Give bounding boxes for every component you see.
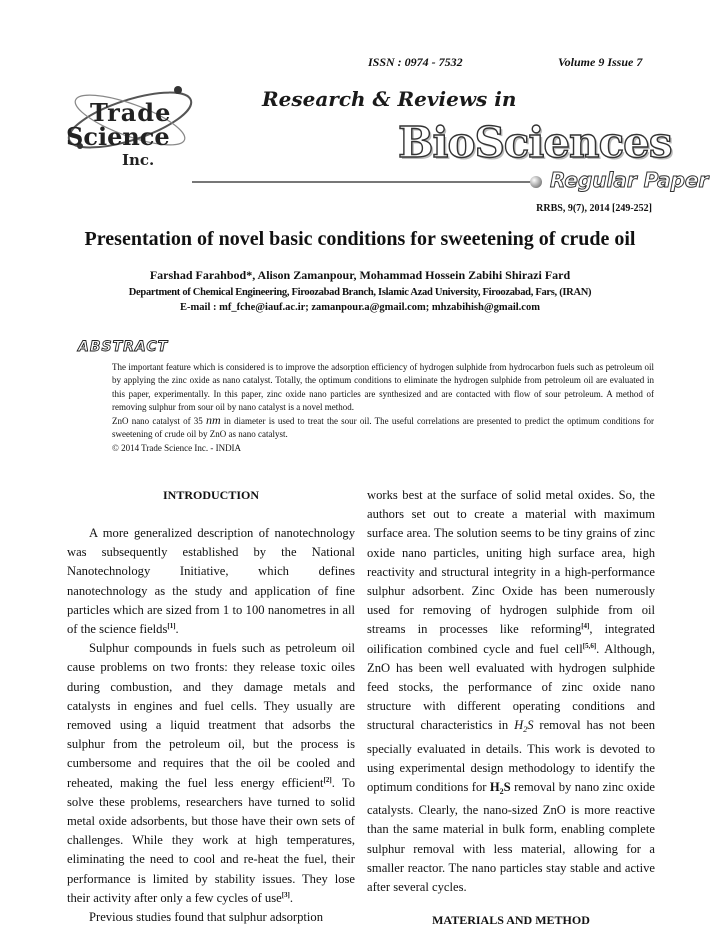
abstract-text-2a: ZnO nano catalyst of 35: [112, 416, 203, 427]
logo-text-inc: Inc.: [122, 151, 155, 169]
intro-paragraph-3: Previous studies found that sulphur adsorption: [89, 910, 324, 925]
left-column: [67, 486, 355, 927]
logo-text-trade: Trade: [90, 98, 172, 127]
author-affiliation: Department of Chemical Engineering, Firoozabad Branch, Islamic Azad University, Firoozabad, Fars, (IRAN): [128, 287, 592, 298]
abstract-heading: ABSTRACT: [78, 339, 169, 355]
logo-text-science: Science: [66, 122, 170, 151]
divider-bullet-icon: [530, 176, 542, 188]
intro-p2a-text: Sulphur compounds in fuels such as petroleum oil cause problems on two fronts: they release toxic oiles during combustion, and they damage metals and catalysts in engines and fuel cells. They usually are removed using a liquid treatment that adsorbs the sulphur from the petroleum oil, but the process is cumbersome and requires that the oil be cooled and reheated, making the fuel less energy efficient: [67, 641, 355, 790]
journal-prefix: Research & Reviews in: [262, 87, 517, 111]
h2s-formula-bold: $H_2S$: [489, 780, 511, 797]
abstract-paragraph-2: [112, 414, 654, 442]
materials-heading: MATERIALS AND METHOD: [432, 913, 590, 928]
intro-paragraph-2: Sulphur compounds in fuels such as petroleum oil cause problems on two fronts: they release toxic oiles during combustion, and they damage metals and catalysts in engines and fuel cells. They usually are removed using a liquid treatment that adsorbs the sulphur from the petroleum oil, but the process is cumbersome and requires that the oil be cooled and reheated, making the fuel less energy efficient[2]. To solve these problems, researchers have turned to solid metal oxide adsorbents, but those have their own sets of challenges. While they work at high temperatures, eliminating the need to cool and re-heat the fuel, their performance is limited by stability issues. They lose their activity after only a few cycles of use[3].: [67, 641, 355, 905]
intro-p2b-text: . To solve these problems, researchers have turned to solid metal oxide adsorbents, but those have their own sets of challenges. While they work at high temperatures, eliminating the need to cool and re-heat the fuel, their performance is limited by stability issues. They lose their activity after only a few cycles of use: [67, 775, 355, 905]
journal-name: BioSciences: [398, 118, 672, 167]
abstract-copyright: © 2014 Trade Science Inc. - INDIA: [112, 442, 242, 453]
abstract-text-2b: in diameter is used to treat the sour oil. The useful correlations are presented to predict the optimum conditions for sweetening of crude oil by ZnO as nano catalyst.: [112, 416, 655, 440]
ref-1: [1]: [167, 621, 176, 630]
intro-r1-text: works best at the surface of solid metal oxides. So, the authors set out to create a material with maximum surface area. The solution seems to be tiny grains of zinc oxide nano particles, uniting high surface area, high reactivity and structural integrity in a high-performance sulphur adsorbent. Zinc Oxide has been numerously used for removing of hydrogen sulphide from oil streams in processes like reforming: [367, 488, 655, 637]
introduction-heading: INTRODUCTION: [162, 488, 259, 502]
header-divider: [192, 181, 532, 183]
intro-p1-text: A more generalized description of nanotechnology was subsequently established by the National Nanotechnology Initiative, which defines nanotechnology as the study and application of fine particles which are sized from 1 to 100 nanometres in all of the science fields: [67, 526, 355, 637]
right-column: [367, 486, 655, 930]
ref-5-6: [5,6]: [582, 641, 597, 650]
publisher-logo: [60, 68, 200, 178]
intro-r1b-text: , integrated oilification combined cycle and fuel cell: [367, 622, 655, 656]
unit-nm: nm: [205, 413, 221, 428]
ref-3: [3]: [281, 890, 290, 899]
author-emails: E-mail : mf_fche@iauf.ac.ir; zamanpour.a@gmail.com; mhzabihish@gmail.com: [180, 302, 540, 313]
citation-label: RRBS, 9(7), 2014 [249-252]: [536, 203, 652, 214]
intro-r3-text: removal by nano zinc oxide catalysts. Clearly, the nano-sized ZnO is more reactive than the same material in bulk form, enabling complete sulphur removal with less material, allowing for a smaller reactor. The nano particles stay stable and active after several cycles.: [367, 780, 655, 895]
ref-4: [4]: [581, 622, 590, 631]
issn-label: ISSN : 0974 - 7532: [368, 55, 463, 69]
intro-right-paragraph: [367, 486, 655, 897]
h2s-formula: $H_2S$: [514, 718, 534, 735]
intro-r1c-text: . Although, ZnO has been well evaluated with hydrogen sulphide feed stocks, the performance of zinc oxide nano structure with different operating conditions and structural characteristics in: [367, 641, 655, 733]
abstract-paragraph-1: The important feature which is considered is to improve the adsorption efficiency of hydrogen sulphide from hydrocarbon fuels such as petroleum oil by applying the zinc oxide as nano catalyst. Totally, the optimum conditions to eliminate the hydrogen sulphide from petroleum oil are evaluated in this paper, experimentally. In this paper, zinc oxide nano particles are synthesized and are contacted with flow of sour petroleum. A method of removing sulphur from sour oil by nano catalyst is a novel method.: [112, 362, 654, 412]
paper-type-label: Regular Paper: [550, 168, 709, 192]
article-authors: Farshad Farahbod*, Alison Zamanpour, Mohammad Hossein Zabihi Shirazi Fard: [149, 268, 571, 282]
volume-label: Volume 9 Issue 7: [558, 55, 643, 69]
ref-2: [2]: [323, 775, 332, 784]
article-title: Presentation of novel basic conditions for sweetening of crude oil: [84, 228, 636, 250]
intro-r2-text: removal has not been specially evaluated in details. This work is devoted to using experimental design methodology to identify the optimum conditions for: [367, 718, 655, 795]
intro-paragraph-1: A more generalized description of nanotechnology was subsequently established by the National Nanotechnology Initiative, which defines nanotechnology as the study and application of fine particles which are sized from 1 to 100 nanometres in all of the science fields[1].: [67, 526, 355, 637]
abstract-body: [112, 361, 654, 455]
